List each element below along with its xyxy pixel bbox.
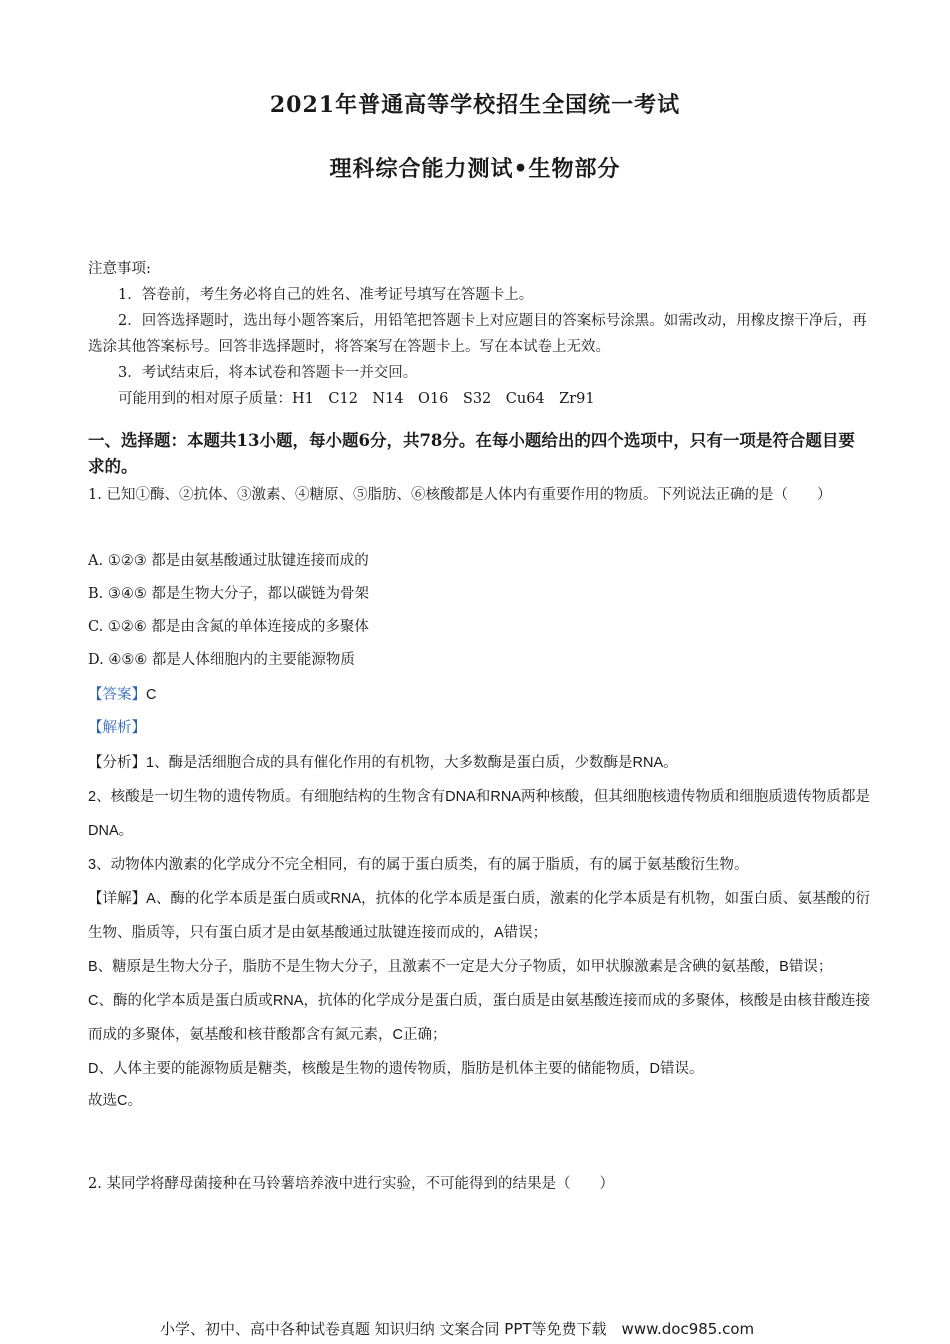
detail-para-a: 【详解】A、酶的化学本质是蛋白质或RNA，抗体的化学本质是蛋白质，激素的化学本质是有机物，如蛋白质、氨基酸的衍生物、脂质等，只有蛋白质才是由氨基酸通过肽键连接而成的，A错误； (88, 891, 870, 941)
detail-para-b: B、糖原是生物大分子，脂肪不是生物大分子，且激素不一定是大分子物质，如甲状腺激素是含碘的氨基酸，B错误； (88, 959, 833, 975)
conclusion: 故选C。 (88, 1093, 142, 1109)
question-2-stem: 2. 某同学将酵母菌接种在马铃薯培养液中进行实验，不可能得到的结果是（ ） (88, 1176, 614, 1192)
question-1-options (88, 545, 878, 745)
footer-watermark: 小学、初中、高中各种试卷真题 知识归纳 文案合同 PPT等免费下载 www.doc985.com (160, 1320, 755, 1338)
notes-heading: 注意事项: (88, 261, 151, 277)
notes-block (88, 256, 868, 412)
notes-item-1: 1．答卷前，考生务必将自己的姓名、准考证号填写在答题卡上。 (118, 287, 534, 303)
option-a: A. ①②③ 都是由氨基酸通过肽键连接而成的 (88, 553, 369, 569)
option-c: C. ①②⑥ 都是由含氮的单体连接成的多聚体 (88, 619, 369, 635)
atomic-masses: 可能用到的相对原子质量：H1 C12 N14 O16 S32 Cu64 Zr91 (118, 391, 595, 407)
option-b: B. ③④⑤ 都是生物大分子，都以碳链为骨架 (88, 586, 369, 602)
detail-para-c: C、酶的化学本质是蛋白质或RNA，抗体的化学成分是蛋白质，蛋白质是由氨基酸连接而成的多聚体，核酸是由核苷酸连接而成的多聚体，氨基酸和核苷酸都含有氮元素，C正确； (88, 993, 870, 1043)
section-heading: 一、选择题：本题共13小题，每小题6分，共78分。在每小题给出的四个选项中，只有一项是符合题目要求的。 (88, 431, 855, 476)
option-d: D. ④⑤⑥ 都是人体细胞内的主要能源物质 (88, 652, 355, 668)
answer-value: C (146, 687, 157, 703)
analysis-para-3: 3、动物体内激素的化学成分不完全相同，有的属于蛋白质类，有的属于脂质，有的属于氨基酸衍生物。 (88, 857, 749, 873)
analysis-para-1: 【分析】1、酶是活细胞合成的具有催化作用的有机物，大多数酶是蛋白质，少数酶是RNA。 (88, 755, 678, 771)
notes-item-2: 2．回答选择题时，选出每小题答案后，用铅笔把答题卡上对应题目的答案标号涂黑。如需改动，用橡皮擦干净后，再选涂其他答案标号。回答非选择题时，将答案写在答题卡上。写在本试卷上无效。 (88, 313, 867, 355)
detail-para-d: D、人体主要的能源物质是糖类，核酸是生物的遗传物质，脂肪是机体主要的储能物质，D错误。 (88, 1061, 704, 1077)
analysis-body (88, 746, 870, 1116)
exam-title: 2021年普通高等学校招生全国统一考试 (269, 92, 681, 118)
analysis-para-2: 2、核酸是一切生物的遗传物质。有细胞结构的生物含有DNA和RNA两种核酸，但其细胞核遗传物质和细胞质遗传物质都是DNA。 (88, 789, 870, 839)
answer-line (88, 677, 878, 712)
notes-item-3: 3．考试结束后，将本试卷和答题卡一并交回。 (118, 365, 418, 381)
exam-subtitle: 理科综合能力测试•生物部分 (329, 156, 621, 182)
answer-tag: 【答案】 (88, 687, 146, 703)
question-1-stem: 1. 已知①酶、②抗体、③激素、④糖原、⑤脂肪、⑥核酸都是人体内有重要作用的物质。下列说法正确的是（ ） (88, 487, 832, 503)
analysis-tag: 【解析】 (88, 720, 146, 736)
